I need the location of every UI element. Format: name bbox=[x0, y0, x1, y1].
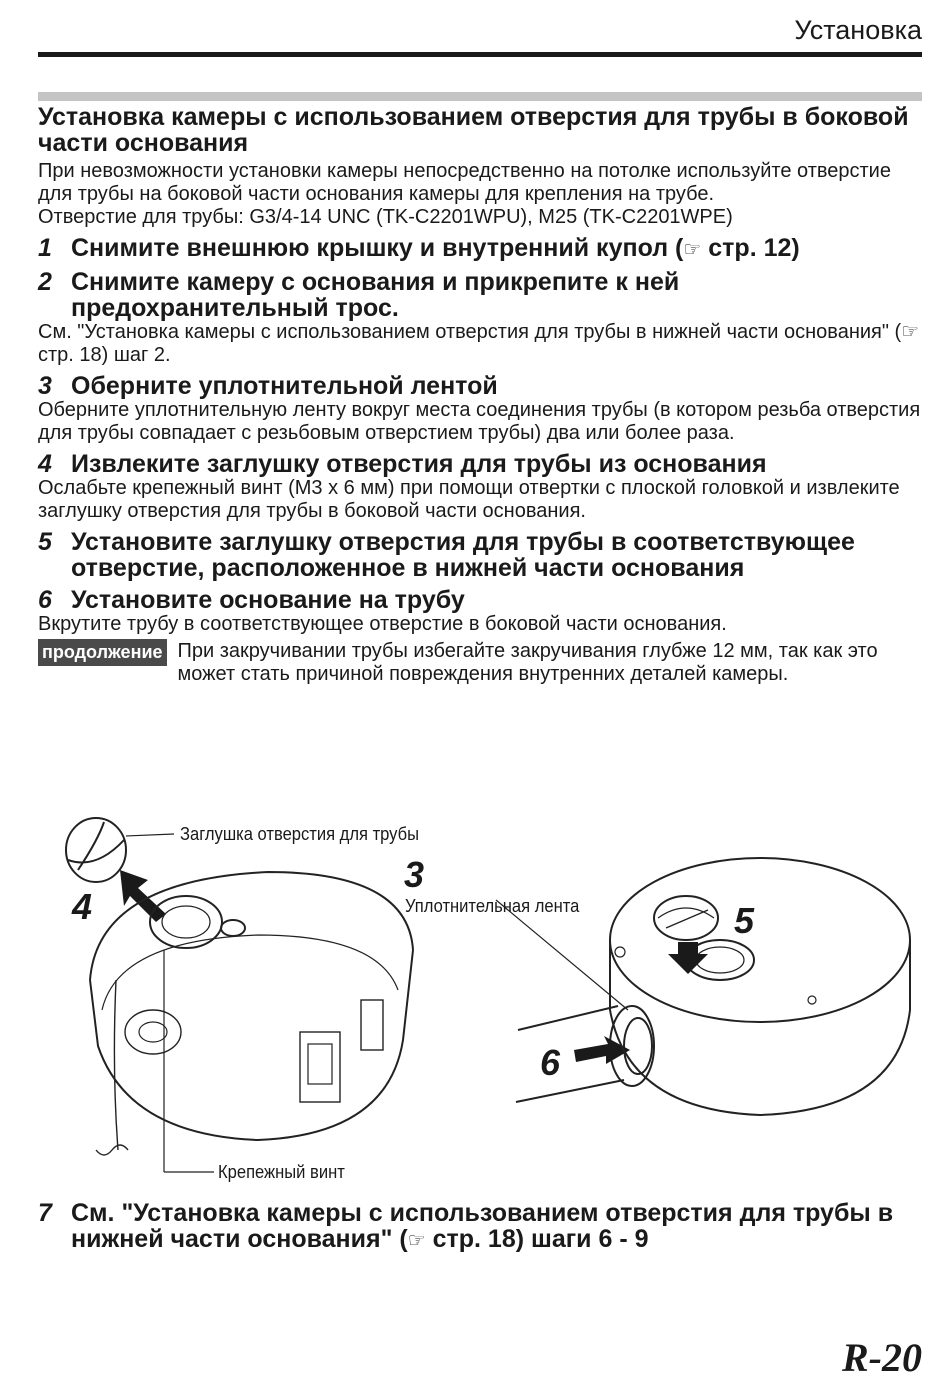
step-number: 6 bbox=[38, 586, 52, 614]
step-number: 5 bbox=[38, 528, 52, 556]
step-3 bbox=[38, 373, 922, 445]
step-title: Извлеките заглушку отверстия для трубы из основания bbox=[71, 450, 767, 478]
arrow-icon bbox=[120, 870, 166, 922]
pointing-hand-icon: ☞ bbox=[683, 239, 702, 261]
header-rule bbox=[38, 52, 922, 57]
section-bar bbox=[38, 92, 922, 101]
figure-number-5: 5 bbox=[734, 900, 755, 941]
step-body: См. "Установка камеры с использованием отверстия для трубы в нижней части основания" (☞ стр. 18) шаг 2. bbox=[38, 321, 920, 366]
note-badge: продолжение bbox=[38, 639, 167, 666]
pipe-plug-drawing bbox=[654, 896, 718, 940]
figure-number-4: 4 bbox=[72, 886, 93, 927]
step-title: Оберните уплотнительной лентой bbox=[71, 372, 498, 400]
caution-note bbox=[38, 640, 922, 686]
pointing-hand-icon: ☞ bbox=[407, 1230, 426, 1252]
pointing-hand-icon: ☞ bbox=[901, 321, 920, 343]
label-fixing-screw: Крепежный винт bbox=[218, 1162, 345, 1182]
section-title: Установка камеры с использованием отверстия для трубы в боковой части основания bbox=[38, 103, 909, 157]
step-number: 1 bbox=[38, 234, 52, 262]
label-pipe-plug: Заглушка отверстия для трубы bbox=[180, 824, 420, 844]
step-6 bbox=[38, 587, 922, 636]
step-title: См. "Установка камеры с использованием отверстия для трубы в нижней части основания" (☞ стр. 18) шаги 6 - 9 bbox=[71, 1199, 894, 1253]
step-title: Снимите камеру с основания и прикрепите к ней предохранительный трос. bbox=[71, 268, 680, 322]
step-5 bbox=[38, 529, 922, 581]
step-number: 2 bbox=[38, 268, 52, 296]
arrow-icon bbox=[574, 1036, 630, 1064]
figure-number-3: 3 bbox=[404, 854, 425, 895]
step-7 bbox=[38, 1200, 922, 1254]
camera-base-closed bbox=[610, 858, 910, 1115]
step-number: 4 bbox=[38, 450, 52, 478]
step-body: Оберните уплотнительную ленту вокруг места соединения трубы (в котором резьба отверстия для трубы совпадает с резьбовым отверстием трубы) два или более раза. bbox=[38, 399, 921, 444]
step-title: Снимите внешнюю крышку и внутренний купол (☞ стр. 12) bbox=[71, 234, 800, 262]
installation-illustration bbox=[38, 810, 922, 1195]
step-number: 7 bbox=[38, 1199, 52, 1227]
header-title: Установка bbox=[794, 15, 922, 45]
step-4 bbox=[38, 451, 922, 523]
figure-number-6: 6 bbox=[540, 1042, 561, 1083]
pipe-plug-drawing bbox=[66, 818, 174, 882]
camera-base-open bbox=[90, 872, 413, 1172]
step-body: Ослабьте крепежный винт (M3 x 6 мм) при помощи отвертки с плоской головкой и извлеките заглушку отверстия для трубы в боковой части основания. bbox=[38, 477, 900, 522]
step-1 bbox=[38, 235, 922, 263]
note-text: При закручивании трубы избегайте закручивания глубже 12 мм, так как это может стать причиной повреждения внутренних деталей камеры. bbox=[177, 640, 878, 685]
section-intro: При невозможности установки камеры непосредственно на потолке используйте отверстие для трубы на боковой части основания камеры для крепления на трубе. bbox=[38, 160, 891, 205]
step-title: Установите заглушку отверстия для трубы в соответствующее отверстие, расположенное в нижней части основания bbox=[71, 528, 855, 582]
installation-drawing bbox=[38, 810, 922, 1195]
page-header bbox=[38, 14, 922, 58]
step-number: 3 bbox=[38, 372, 52, 400]
step-2 bbox=[38, 269, 922, 367]
step-body: Вкрутите трубу в соответствующее отверстие в боковой части основания. bbox=[38, 613, 727, 635]
label-sealing-tape: Уплотнительная лента bbox=[405, 896, 580, 916]
step-title: Установите основание на трубу bbox=[71, 586, 465, 614]
main-content bbox=[38, 104, 922, 686]
pipe-hole-info: Отверстие для трубы: G3/4-14 UNC (TK-C2201WPU), M25 (TK-C2201WPE) bbox=[38, 206, 733, 228]
page-number: R-20 bbox=[842, 1335, 922, 1380]
